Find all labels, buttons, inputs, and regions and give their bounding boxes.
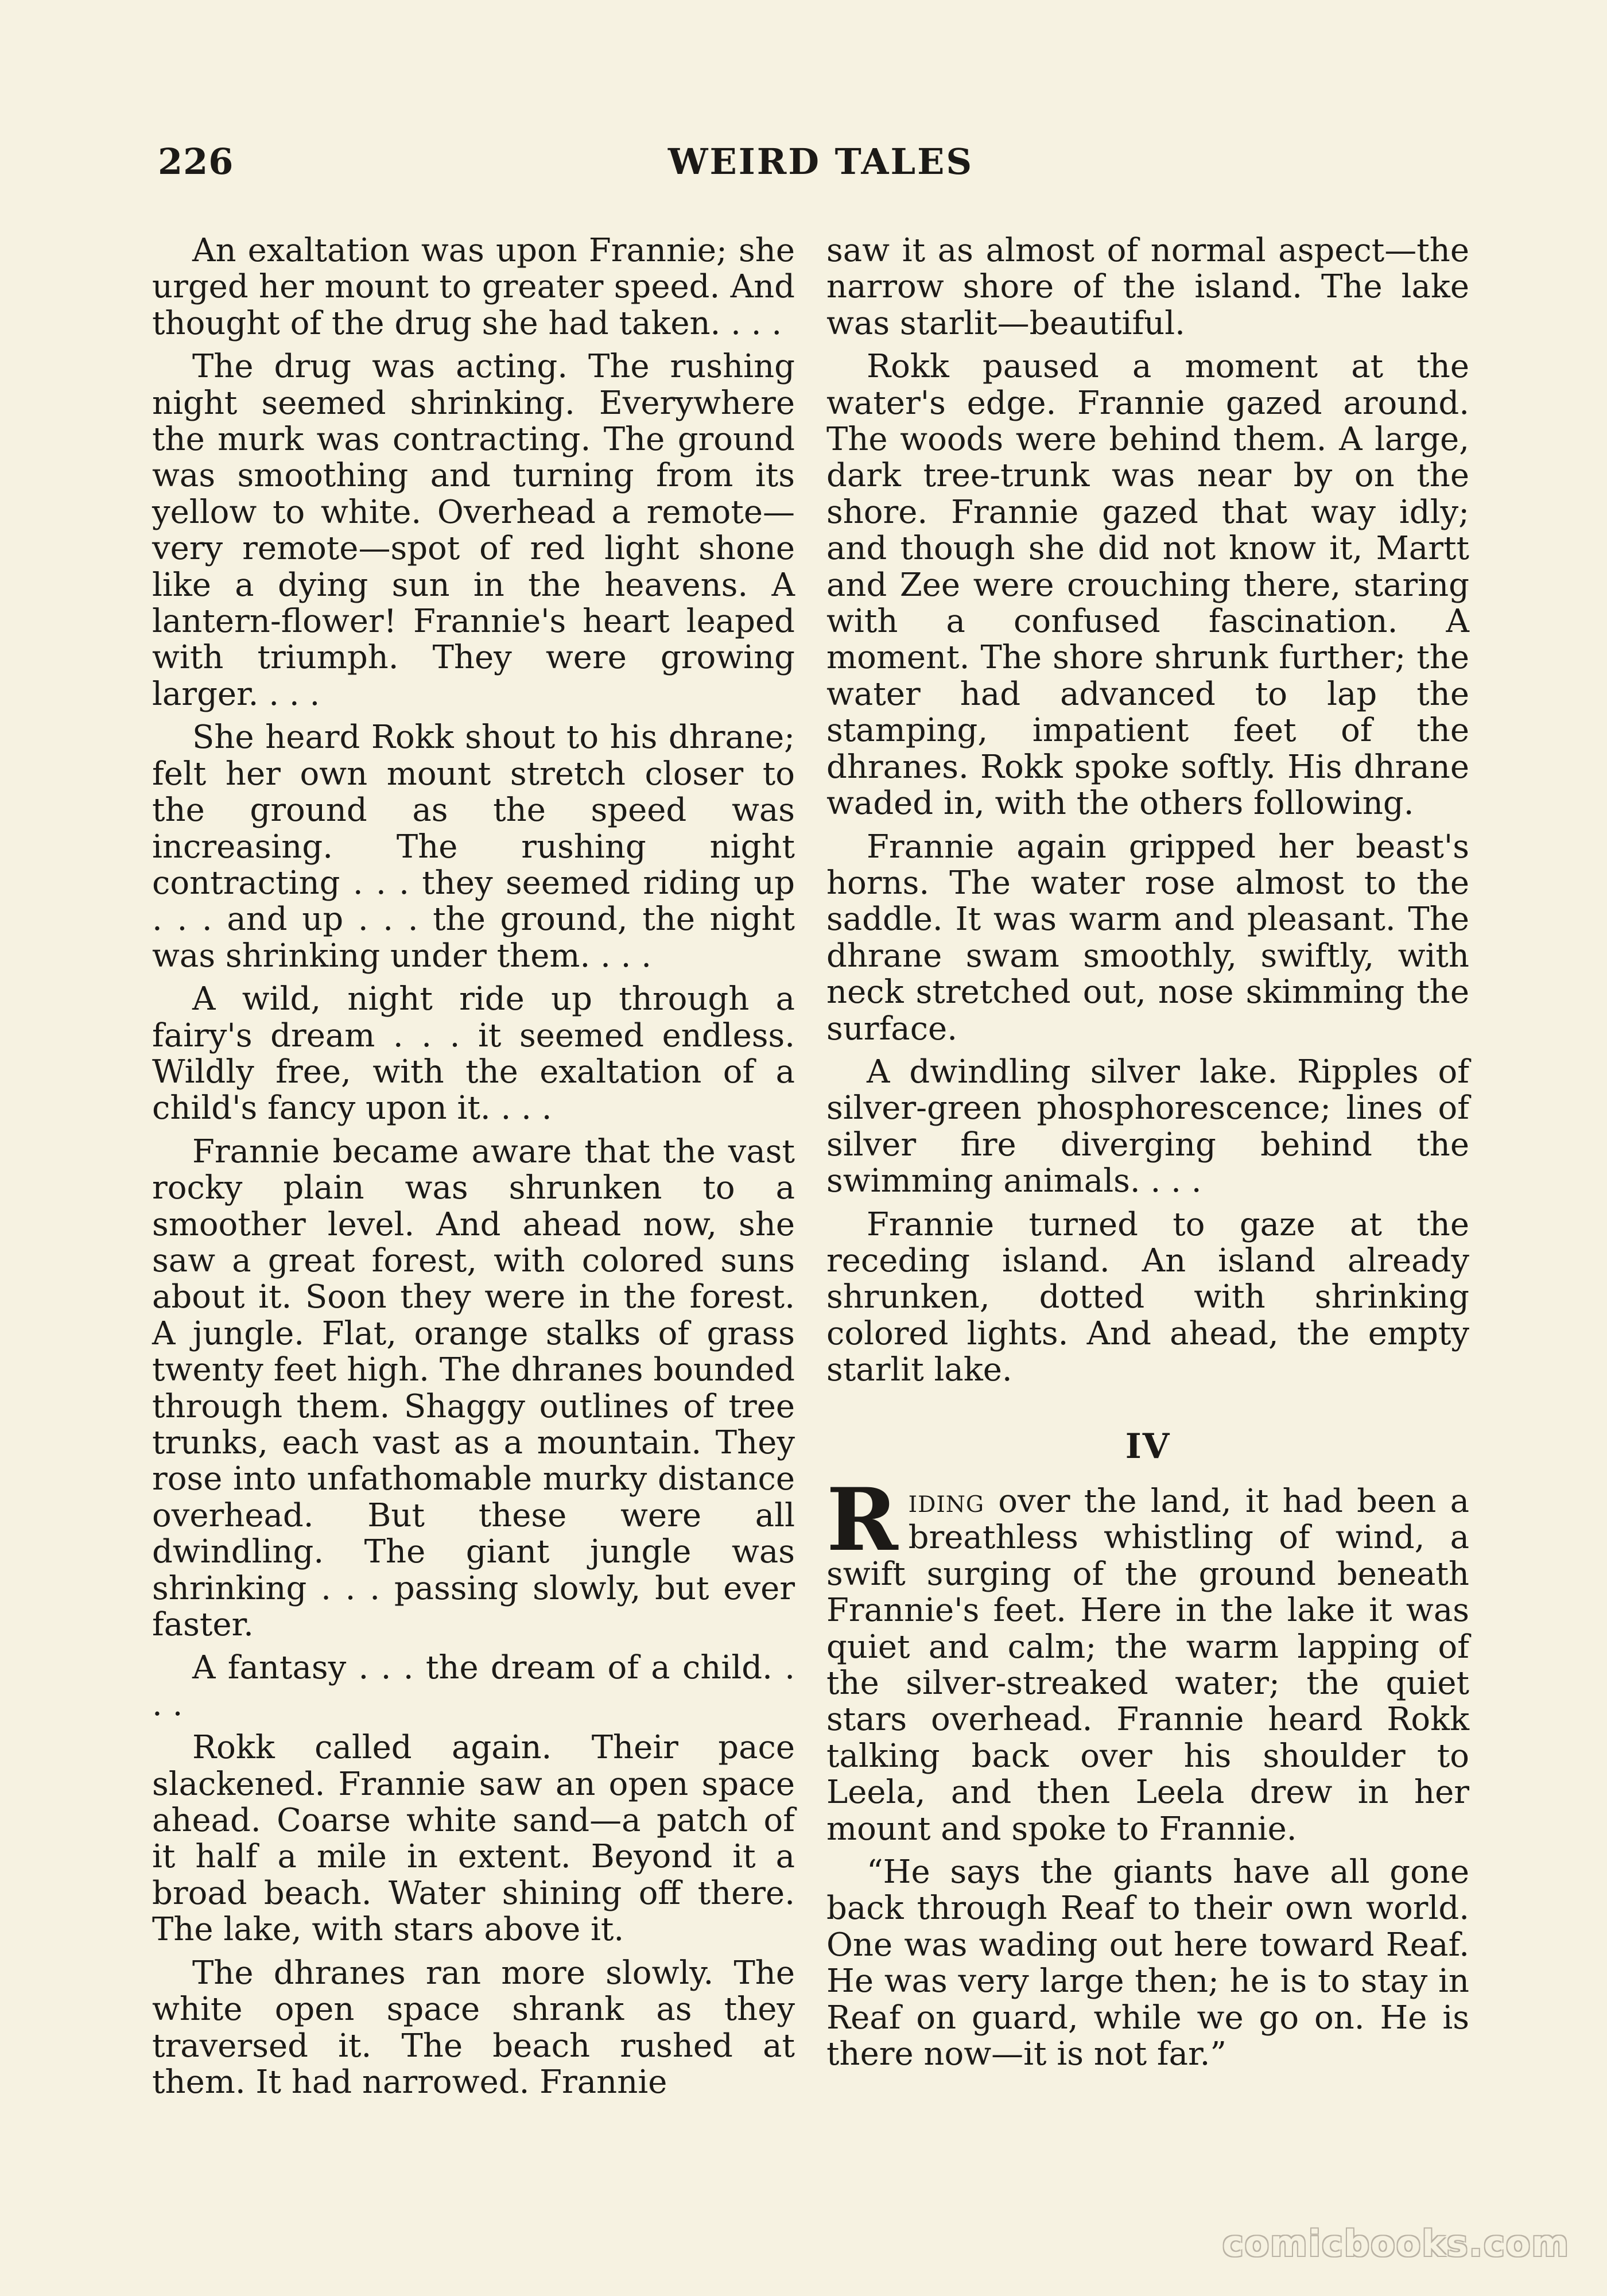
paragraph: She heard Rokk shout to his dhrane; felt her own mount stretch closer to the ground as the speed was increasing. The rushing night contracting . . . they seemed riding up . . . and up . . . the ground, the night was shrinking under them. . . . bbox=[152, 719, 795, 975]
right-column bbox=[826, 232, 1469, 2080]
small-caps-lead: iding bbox=[908, 1483, 985, 1520]
paragraph: Frannie turned to gaze at the receding island. An island already shrunken, dotted with shrinking colored lights. And ahead, the empty starlit lake. bbox=[826, 1205, 1469, 1389]
paragraph-text: over the land, it had been a breathless whistling of wind, a swift surging of the ground beneath Frannie's feet. Here in the lake it was quiet and calm; the warm lapping of the silver-streaked water; the quiet stars overhead. Frannie heard Rokk talking back over his shoulder to Leela, and then Leela drew in her mount and spoke to Frannie. bbox=[826, 1483, 1469, 1848]
paragraph: Rokk paused a moment at the water's edge. Frannie gazed around. The woods were behind them. A large, dark tree-trunk was near by on the shore. Frannie gazed that way idly; and though she did not know it, Martt and Zee were crouching there, staring with a confused fascination. A moment. The shore shrunk further; the water had advanced to lap the stamping, impatient feet of the dhranes. Rokk spoke softly. His dhrane waded in, with the others following. bbox=[826, 348, 1469, 823]
watermark: comicbooks.com bbox=[1222, 2223, 1570, 2264]
paragraph: Frannie became aware that the vast rocky plain was shrunken to a smoother level. And ahead now, she saw a great forest, with colored suns about it. Soon they were in the forest. A jungle. Flat, orange stalks of grass twenty feet high. The dhranes bounded through them. Shaggy outlines of tree trunks, each vast as a mountain. They rose into unfathomable murky distance overhead. But these were all dwindling. The giant jungle was shrinking . . . passing slowly, but ever faster. bbox=[152, 1133, 795, 1644]
paragraph: A dwindling silver lake. Ripples of silver-green phosphorescence; lines of silver fire diverging behind the swimming animals. . . . bbox=[826, 1053, 1469, 1200]
paragraph: A fantasy . . . the dream of a child. . . . bbox=[152, 1649, 795, 1723]
paragraph: A wild, night ride up through a fairy's dream . . . it seemed endless. Wildly free, with the exaltation of a child's fancy upon it. . . . bbox=[152, 980, 795, 1127]
page-header bbox=[158, 141, 1484, 192]
paragraph: The drug was acting. The rushing night seemed shrinking. Everywhere the murk was contracting. The ground was smoothing and turning from its yellow to white. Overhead a remote—very remote—spot of red light shone like a dying sun in the heavens. A lantern-flower! Frannie's heart leaped with triumph. They were growing larger. . . . bbox=[152, 348, 795, 713]
paragraph: The dhranes ran more slowly. The white open space shrank as they traversed it. The beach rushed at them. It had narrowed. Frannie bbox=[152, 1954, 795, 2101]
paragraph: Frannie again gripped her beast's horns. The water rose almost to the saddle. It was warm and pleasant. The dhrane swam smoothly, swiftly, with neck stretched out, nose skimming the surface. bbox=[826, 828, 1469, 1048]
running-title: WEIRD TALES bbox=[667, 141, 974, 183]
paragraph: An exaltation was upon Frannie; she urged her mount to greater speed. And thought of the drug she had taken. . . . bbox=[152, 232, 795, 342]
paragraph: Rokk called again. Their pace slackened. Frannie saw an open space ahead. Coarse white sand—a patch of it half a mile in extent. Beyond it a broad beach. Water shining off there. The lake, with stars above it. bbox=[152, 1729, 795, 1949]
paragraph: saw it as almost of normal aspect—the narrow shore of the island. The lake was starlit—beautiful. bbox=[826, 232, 1469, 342]
paragraph: “He says the giants have all gone back through Reaf to their own world. One was wading out here toward Reaf. He was very large then; he is to stay in Reaf on guard, while we go on. He is there now—it is not far.” bbox=[826, 1853, 1469, 2073]
section-heading: IV bbox=[1125, 1426, 1171, 1467]
page-number: 226 bbox=[158, 141, 234, 183]
drop-cap: R bbox=[826, 1469, 898, 1570]
left-column bbox=[152, 232, 795, 2107]
section-first-paragraph bbox=[826, 1469, 1469, 1848]
